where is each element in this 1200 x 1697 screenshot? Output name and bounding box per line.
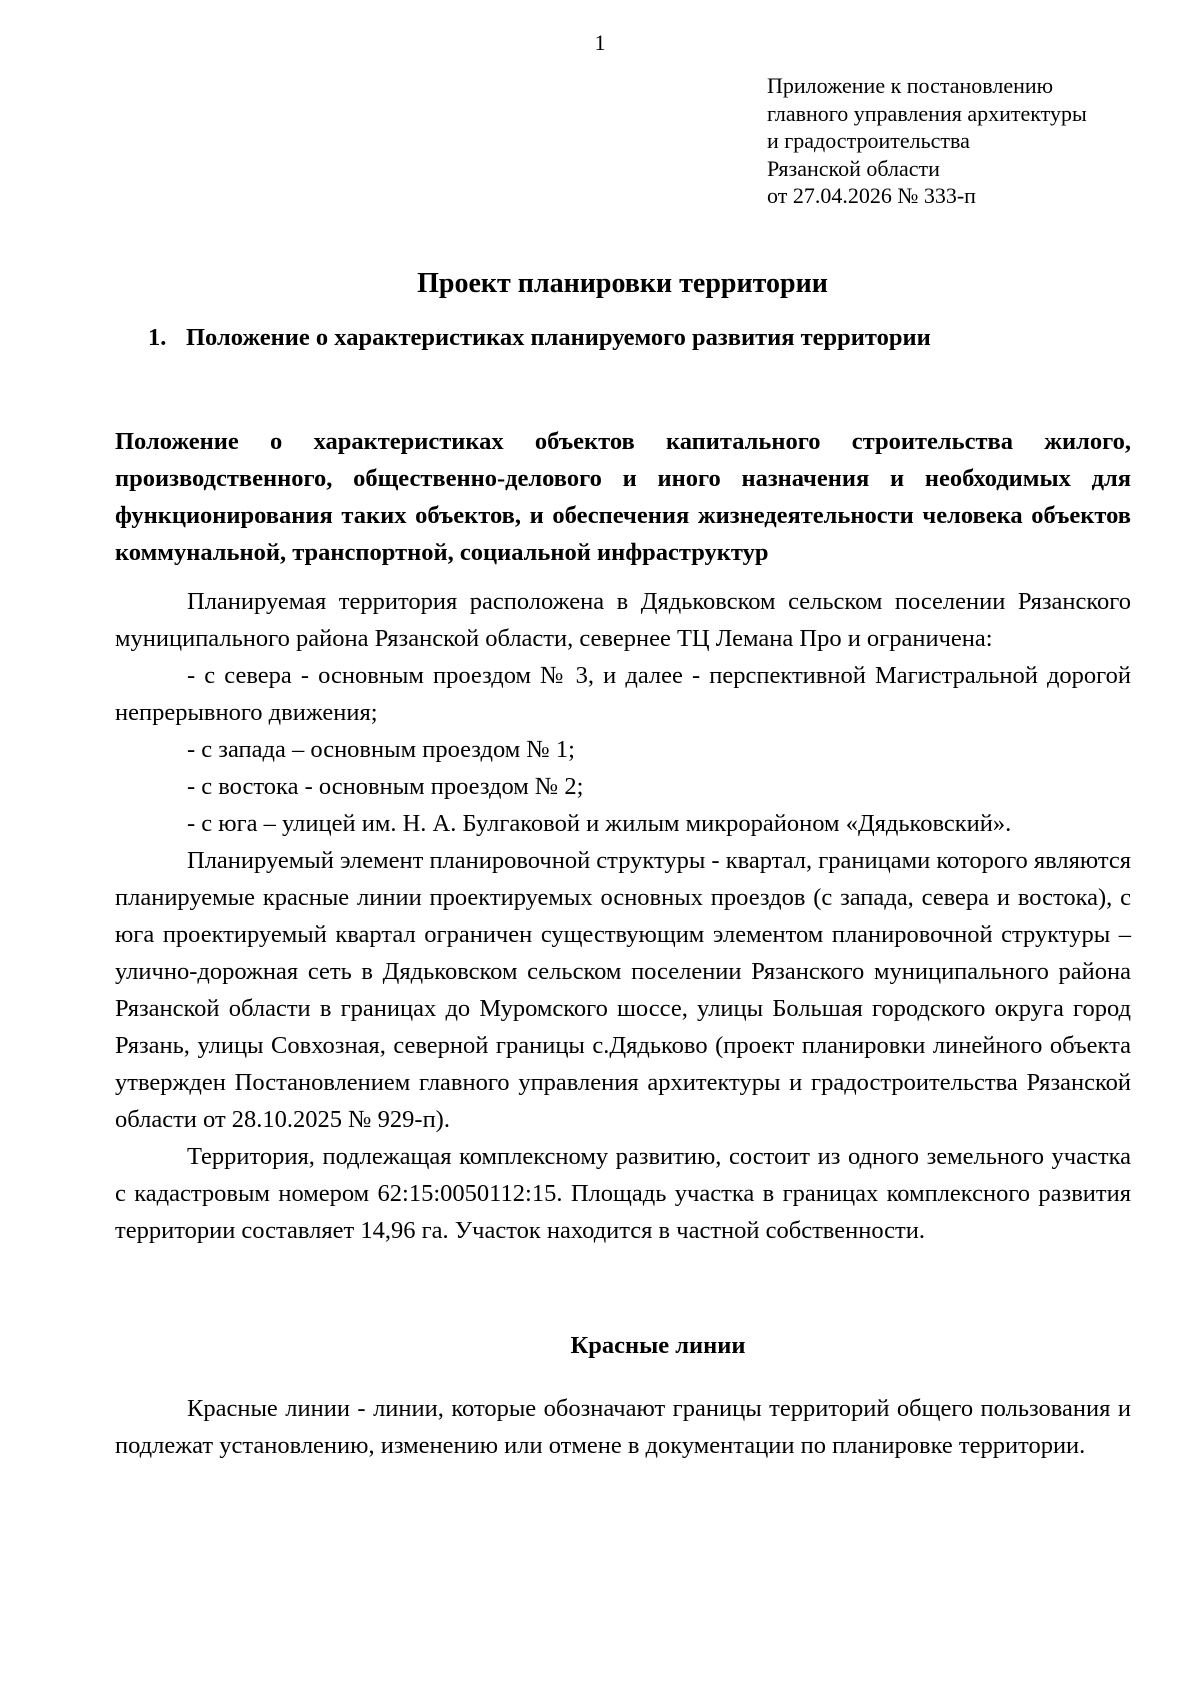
appendix-note: [767, 72, 1167, 210]
appendix-line: и градостроительства: [767, 128, 970, 153]
page-number: 1: [594, 30, 606, 55]
section-number: 1.: [148, 324, 167, 351]
list-item: - с севера - основным проездом № 3, и далее - перспективной Магистральной дорогой непрерывного движения;: [115, 662, 1131, 726]
body-text: [115, 583, 1131, 1249]
appendix-line: Приложение к постановлению: [767, 73, 1054, 98]
list-item: - с юга – улицей им. Н. А. Булгаковой и жилым микрорайоном «Дядьковский».: [187, 810, 1012, 837]
appendix-line: Рязанской области: [767, 155, 940, 181]
list-item: - с востока - основным проездом № 2;: [187, 773, 584, 800]
paragraph: Планируемая территория расположена в Дядьковском сельском поселении Рязанского муниципального района Рязанской области, севернее ТЦ Лемана Про и ограничена:: [115, 588, 1131, 652]
paragraph: Территория, подлежащая комплексному развитию, состоит из одного земельного участка с кадастровым номером 62:15:0050112:15. Площадь участка в границах комплексного развития территории составляет 14,96 га. Участок находится в частной собственности.: [115, 1143, 1131, 1244]
list-item: - с запада – основным проездом № 1;: [187, 736, 575, 763]
appendix-line: от 27.04.2026 № 333-п: [767, 183, 976, 208]
paragraph: Планируемый элемент планировочной структуры - квартал, границами которого являются планируемые красные линии проектируемых основных проездов (с запада, севера и востока), с юга проектируемый квартал ограничен существующим элементом планировочной структуры – улично-дорожная сеть в Дядьковском сельском поселении Рязанского муниципального района Рязанской области в границах до Муромского шоссе, улицы Большая городского округа город Рязань, улицы Совхозная, северной границы с.Дядьково (проект планировки линейного объекта утвержден Постановлением главного управления архитектуры и градостроительства Рязанской области от 28.10.2025 № 929-п).: [115, 847, 1132, 1133]
appendix-line: главного управления архитектуры: [767, 100, 1087, 126]
section-heading-text: Положение о характеристиках планируемого развития территории: [186, 324, 931, 351]
section-heading: [148, 323, 1148, 353]
subsection-heading: Положение о характеристиках объектов капитального строительства жилого, производственного, общественно-делового и иного назначения и необходимых для функционирования таких объектов, и обеспечения жизнедеятельности человека объектов коммунальной, транспортной, социальной инфраструктур: [115, 428, 1131, 566]
paragraph: Красные линии - линии, которые обозначают границы территорий общего пользования и подлежат установлению, изменению или отмене в документации по планировке территории.: [115, 1395, 1131, 1459]
red-lines-body: [115, 1390, 1131, 1464]
document-title: Проект планировки территории: [417, 268, 828, 299]
red-lines-heading: Красные линии: [570, 1332, 746, 1359]
